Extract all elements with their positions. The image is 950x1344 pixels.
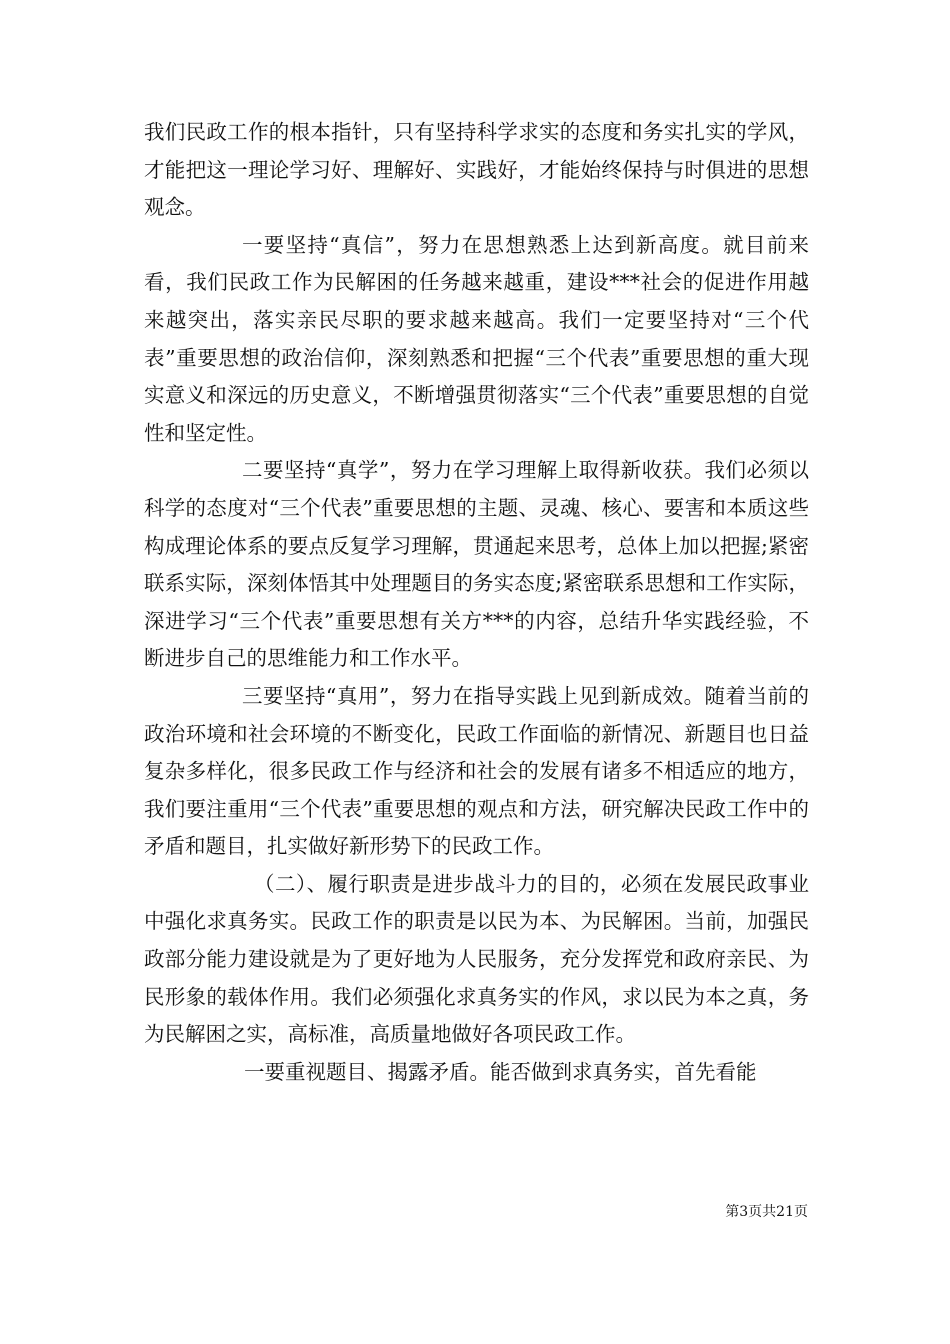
paragraph-zhenxue: 二要坚持“真学”，努力在学习理解上取得新收获。我们必须以科学的态度对“三个代表”重要思想的主题、灵魂、核心、要害和本质这些构成理论体系的要点反复学习理解，贯通起来思考，总体上加以把握;紧密联系实际，深刻体悟其中处理题目的务实态度;紧密联系思想和工作实际，深进学习“三个代表”重要思想有关方***的内容，总结升华实践经验，不断进步自己的思维能力和工作水平。 bbox=[144, 458, 809, 671]
paragraph-zhongshi-timu: 一要重视题目、揭露矛盾。能否做到求真务实，首先看能 bbox=[244, 1059, 757, 1084]
paragraph-continuation: 我们民政工作的根本指针，只有坚持科学求实的态度和务实扎实的学风，才能把这一理论学习好、理解好、实践好，才能始终保持与时俱进的思想观念。 bbox=[144, 120, 809, 220]
page-number: 第3页共21页 bbox=[725, 1204, 808, 1220]
paragraph-zhenyong: 三要坚持“真用”，努力在指导实践上见到新成效。随着当前的政治环境和社会环境的不断变化，民政工作面临的新情况、新题目也日益复杂多样化，很多民政工作与经济和社会的发展有诸多不相适应的地方，我们要注重用“三个代表”重要思想的观点和方法，研究解决民政工作中的矛盾和题目，扎实做好新形势下的民政工作。 bbox=[144, 683, 809, 859]
paragraph-section-two: （二）、履行职责是进步战斗力的目的，必须在发展民政事业中强化求真务实。民政工作的职责是以民为本、为民解困。当前，加强民政部分能力建设就是为了更好地为人民服务，充分发挥党和政府亲民、为民形象的载体作用。我们必须强化求真务实的作风，求以民为本之真，务为民解困之实，高标准，高质量地做好各项民政工作。 bbox=[144, 871, 809, 1047]
paragraph-zhenxin: 一要坚持“真信”，努力在思想熟悉上达到新高度。就目前来看，我们民政工作为民解困的任务越来越重，建设***社会的促进作用越来越突出，落实亲民尽职的要求越来越高。我们一定要坚持对“三个代表”重要思想的政治信仰，深刻熟悉和把握“三个代表”重要思想的重大现实意义和深远的历史意义，不断增强贯彻落实“三个代表”重要思想的自觉性和坚定性。 bbox=[144, 232, 809, 445]
document-body bbox=[144, 114, 809, 1091]
